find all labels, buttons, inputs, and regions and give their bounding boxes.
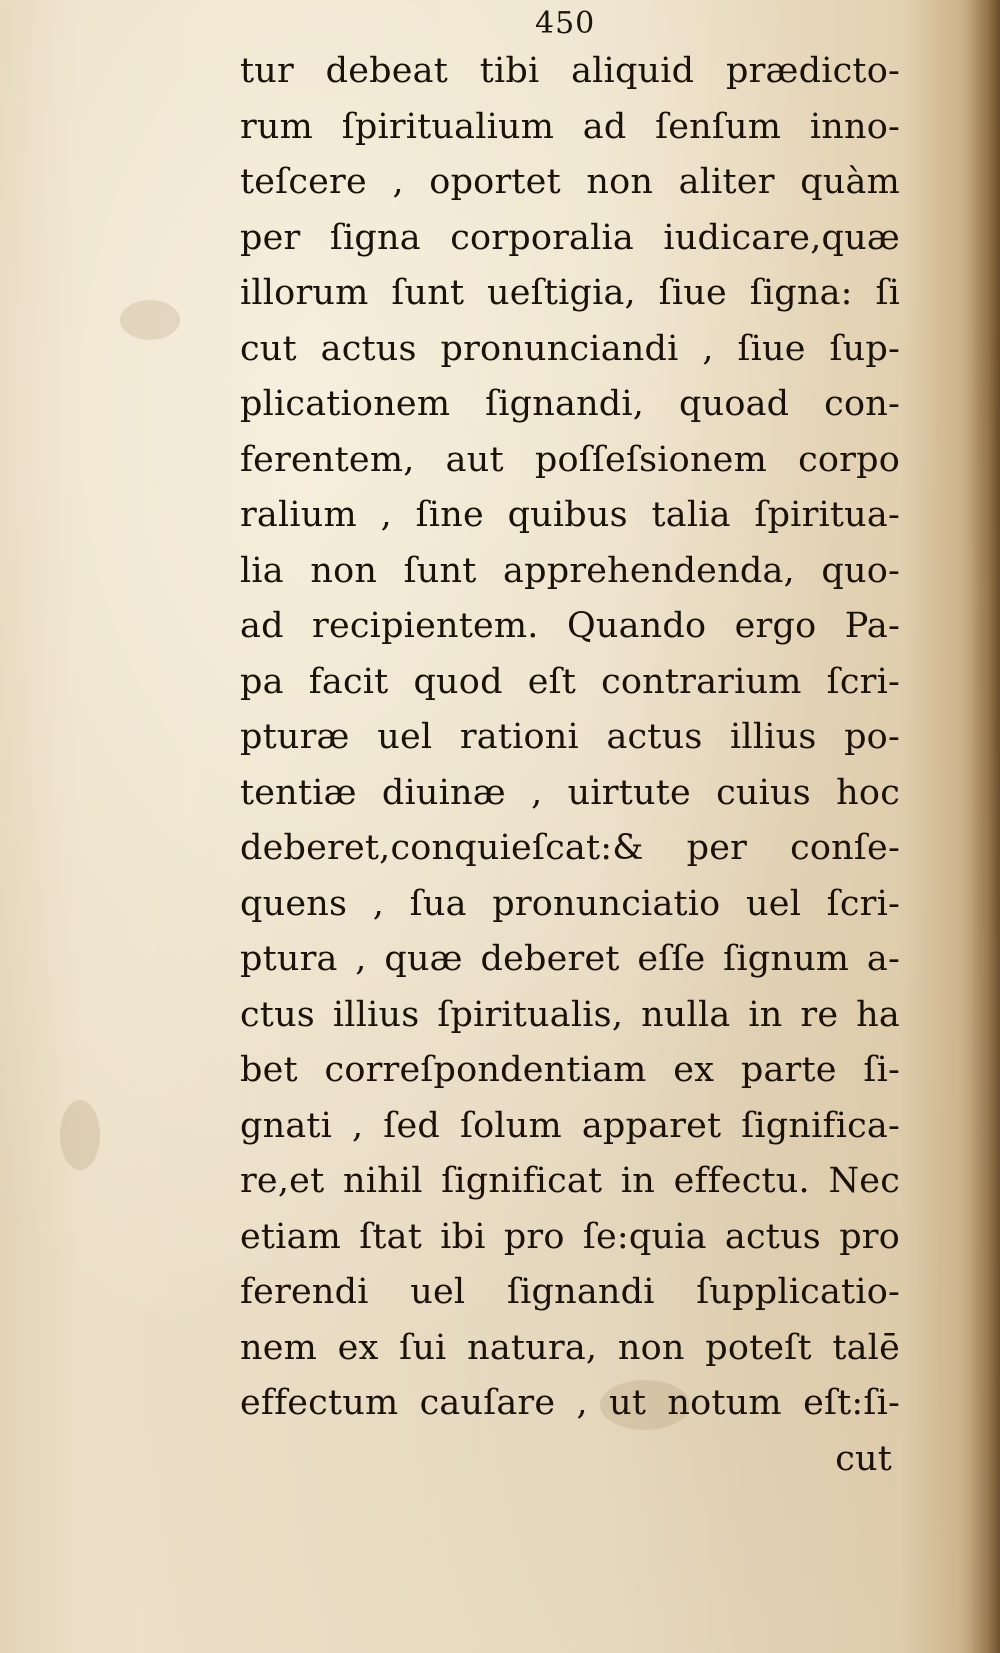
text-line: cut actus pronunciandi , ſiue ſup- [240, 328, 900, 369]
text-line: pa facit quod eſt contrarium ſcri- [240, 661, 900, 702]
text-line: nem ex ſui natura, non poteſt talē [240, 1327, 900, 1368]
text-line: rum ſpiritualium ad ſenſum inno- [240, 106, 900, 147]
text-line: ferentem, aut poſſeſsionem corpo [240, 439, 900, 480]
text-line: lia non ſunt apprehendenda, quo- [240, 550, 900, 591]
text-line: deberet,conquieſcat:& per conſe- [240, 828, 900, 868]
text-line: teſcere , oportet non aliter quàm [240, 162, 900, 202]
paper-stain [120, 300, 180, 340]
text-line: bet correſpondentiam ex parte ſi- [240, 1050, 900, 1090]
text-line: ralium , ſine quibus talia ſpiritua- [240, 495, 900, 535]
text-line: pturæ uel rationi actus illius po- [240, 717, 900, 757]
text-line: re,et nihil ſignificat in effectu. Nec [240, 1161, 900, 1201]
text-line: ad recipientem. Quando ergo Pa- [240, 606, 900, 646]
page-number: 450 [535, 6, 596, 41]
paper-stain [60, 1100, 100, 1170]
text-line: illorum ſunt ueſtigia, ſiue ſigna: ſi [240, 273, 900, 313]
text-line: quens , ſua pronunciatio uel ſcri- [240, 883, 900, 924]
body-text [240, 44, 900, 1487]
text-line: ferendi uel ſignandi ſupplicatio- [240, 1272, 900, 1312]
text-line: gnati , ſed ſolum apparet ſignifica- [240, 1105, 900, 1146]
text-line: effectum cauſare , ut notum eſt:ſi- [240, 1383, 900, 1423]
text-line: ptura , quæ deberet eſſe ſignum a- [240, 939, 900, 979]
text-line: tur debeat tibi aliquid prædicto- [240, 51, 900, 91]
text-line: per ſigna corporalia iudicare,quæ [240, 217, 900, 258]
text-line: plicationem ſignandi, quoad con- [240, 384, 900, 424]
catchword: cut [835, 1438, 892, 1479]
binding-edge-shadow [960, 0, 1000, 1653]
text-line: tentiæ diuinæ , uirtute cuius hoc [240, 772, 900, 813]
text-line: ctus illius ſpiritualis, nulla in re ha [240, 994, 900, 1035]
text-line: etiam ſtat ibi pro ſe:quia actus pro [240, 1216, 900, 1257]
